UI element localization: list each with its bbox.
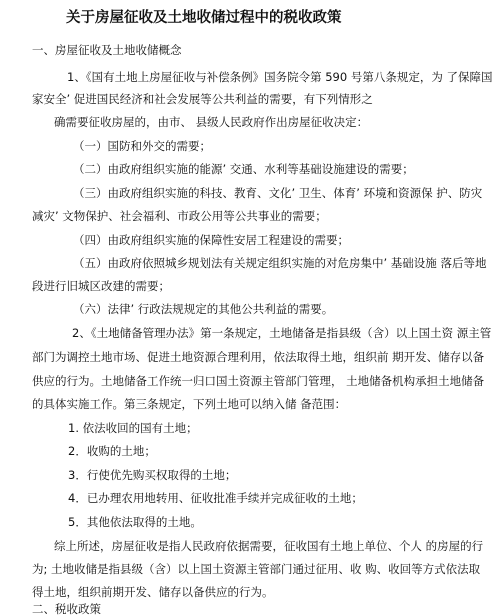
case-5-line-1: （五）由政府依照城乡规划法有关规定组织实施的对危房集中’ 基础设施 落后等地 <box>73 256 487 270</box>
case-3-line-2: 减灾’ 文物保护、社会福利、市政公用等公共事业的需要； <box>32 209 327 223</box>
paragraph-2-line-3: 供应的行为。土地储备工作统一归口国土资源主管部门管理， 土地储备机构承担土地储备 <box>32 374 485 388</box>
case-1: （一）国防和外交的需要； <box>73 139 211 153</box>
paragraph-1-line-2: 家安全’ 促进国民经济和社会发展等公共利益的需要，有下列情形之 <box>32 92 373 106</box>
document-title: 关于房屋征收及土地收储过程中的税收政策 <box>66 10 342 26</box>
summary-line-1: 综上所述，房屋征收是指人民政府依据需要，征收国有土地上单位、个人 的房屋的行 <box>54 539 484 553</box>
land-item-2: 2．收购的土地； <box>68 444 156 458</box>
case-5-line-2: 段进行旧城区改建的需要； <box>32 279 170 293</box>
land-item-1: 1. 依法收回的国有土地； <box>68 421 198 435</box>
case-6: （六）法律’ 行政法规规定的其他公共利益的需要。 <box>73 302 334 316</box>
paragraph-1-line-3: 确需要征收房屋的，由市、 县级人民政府作出房屋征收决定： <box>54 115 369 129</box>
section-1-heading: 一、房屋征收及土地收储概念 <box>32 43 182 57</box>
summary-line-2: 为; 土地收储是指县级（含）以上国土资源主管部门通过征用、收 购、收回等方式依法取 <box>32 562 481 576</box>
case-4: （四）由政府组织实施的保障性安居工程建设的需要； <box>73 233 349 247</box>
land-item-3: 3．行使优先购买权取得的土地； <box>68 468 237 482</box>
land-item-4: 4．已办理农用地转用、征收批准手续并完成征收的土地； <box>68 491 363 505</box>
summary-line-3: 得土地，组织前期开发、储存以备供应的行为。 <box>32 585 274 599</box>
land-item-5: 5．其他依法取得的土地。 <box>68 515 202 529</box>
section-2-heading: 二、税收政策 <box>32 602 101 616</box>
case-2: （二）由政府组织实施的能源’ 交通、水利等基础设施建设的需要； <box>73 162 414 176</box>
paragraph-1-line-1: 1、《国有土地上房屋征收与补偿条例》国务院令第 590 号第八条规定，为 了保障国 <box>67 70 493 84</box>
paragraph-2-line-4: 的具体实施工作。第三条规定，下列土地可以纳入储 备范围： <box>32 397 347 411</box>
case-3-line-1: （三）由政府组织实施的科技、教育、文化’ 卫生、体育’ 环境和资源保 护、防灾 <box>73 186 483 200</box>
paragraph-2-line-2: 部门为调控土地市场、促进土地资源合理利用，依法取得土地，组织前 期开发、储存以备 <box>32 350 485 364</box>
paragraph-2-line-1: 2、《土地储备管理办法》第一条规定，土地储备是指县级（含）以上国土资 源主管 <box>72 326 492 340</box>
